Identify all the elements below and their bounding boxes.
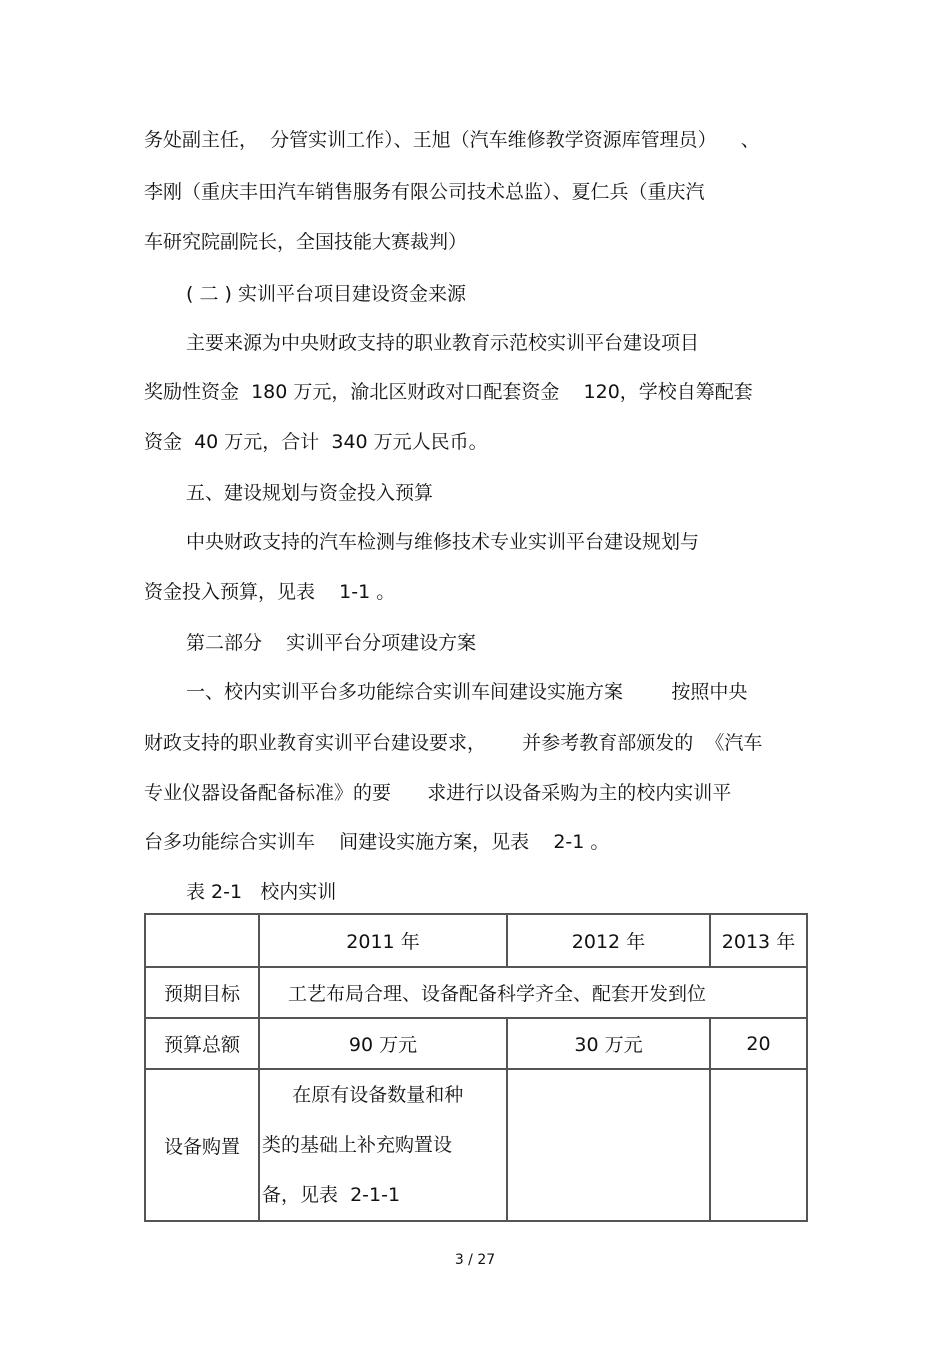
row-label: 预期目标 xyxy=(145,967,259,1018)
cell-line: 类的基础上补充购置设 xyxy=(262,1134,453,1156)
budget-2011: 90 万元 xyxy=(259,1018,507,1069)
table-row xyxy=(145,1069,807,1221)
text-line: 一、校内实训平台多功能综合实训车间建设实施方案 按照中央 xyxy=(186,681,748,703)
part-heading: 第二部分 实训平台分项建设方案 xyxy=(186,632,477,654)
budget-2012: 30 万元 xyxy=(507,1018,710,1069)
goal-value: 工艺布局合理、设备配备科学齐全、配套开发到位 xyxy=(259,967,807,1018)
text-line: 台多功能综合实训车 间建设实施方案，见表 2-1 。 xyxy=(144,831,610,853)
table-header-row xyxy=(145,914,807,967)
table-header-cell: 2012 年 xyxy=(507,914,710,967)
equipment-2013 xyxy=(710,1069,807,1221)
section-heading: 五、建设规划与资金投入预算 xyxy=(186,482,434,504)
table-caption: 表 2-1 校内实训 xyxy=(186,881,337,903)
section-heading: ( 二 ) 实训平台项目建设资金来源 xyxy=(186,283,466,305)
equipment-2012 xyxy=(507,1069,710,1221)
table-header-cell: 2013 年 xyxy=(710,914,807,967)
budget-2013: 20 xyxy=(710,1018,807,1069)
page-number: 3 / 27 xyxy=(454,1252,496,1268)
text-line: 务处副主任， 分管实训工作）、王旭（汽车维修教学资源库管理员） 、 xyxy=(144,129,760,151)
row-label: 设备购置 xyxy=(145,1069,259,1221)
text-line: 财政支持的职业教育实训平台建设要求， 并参考教育部颁发的 《汽车 xyxy=(144,732,763,754)
text-line: 中央财政支持的汽车检测与维修技术专业实训平台建设规划与 xyxy=(186,531,700,553)
text-line: 主要来源为中央财政支持的职业教育示范校实训平台建设项目 xyxy=(186,332,700,354)
text-line: 专业仪器设备配备标准》的要 求进行以设备采购为主的校内实训平 xyxy=(144,782,732,804)
text-line: 资金投入预算，见表 1-1 。 xyxy=(144,581,396,603)
text-line: 资金 40 万元，合计 340 万元人民币。 xyxy=(144,431,488,453)
cell-line: 备，见表 2-1-1 xyxy=(262,1184,401,1206)
text-line: 奖励性资金 180 万元，渝北区财政对口配套资金 120，学校自筹配套 xyxy=(144,381,753,403)
text-line: 车研究院副院长，全国技能大赛裁判） xyxy=(144,231,468,253)
table-row xyxy=(145,1018,807,1069)
cell-line: 在原有设备数量和种 xyxy=(262,1084,464,1106)
budget-table xyxy=(144,913,808,1222)
row-label: 预算总额 xyxy=(145,1018,259,1069)
text-line: 李刚（重庆丰田汽车销售服务有限公司技术总监）、夏仁兵（重庆汽 xyxy=(144,181,705,203)
equipment-2011 xyxy=(259,1069,507,1221)
table-row xyxy=(145,967,807,1018)
table-header-cell: 2011 年 xyxy=(259,914,507,967)
table-header-cell xyxy=(145,914,259,967)
